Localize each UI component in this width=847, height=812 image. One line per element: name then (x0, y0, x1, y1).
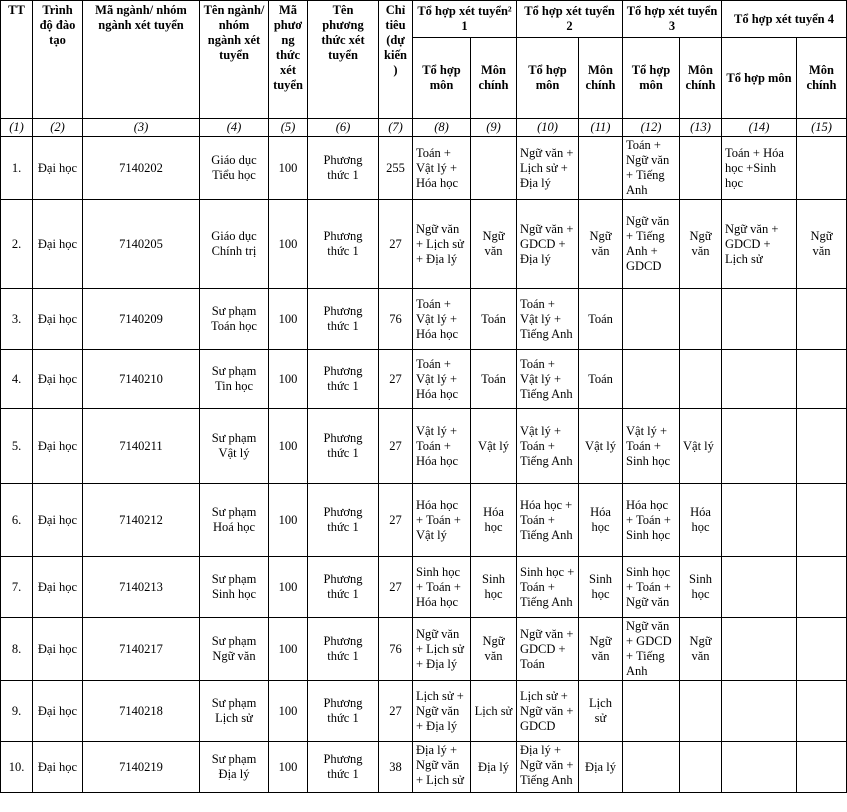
header-main-2: Môn chính (579, 38, 623, 119)
index-cell: (4) (200, 119, 269, 137)
cell-method-code: 100 (269, 289, 308, 350)
cell-tt: 7. (1, 557, 33, 618)
cell-combo-3: Toán + Ngữ văn + Tiếng Anh (623, 137, 680, 200)
cell-combo-1: Ngữ văn + Lịch sử + Địa lý (413, 618, 471, 681)
index-cell: (7) (379, 119, 413, 137)
cell-combo-3 (623, 350, 680, 409)
cell-combo-3: Ngữ văn + Tiếng Anh + GDCD (623, 200, 680, 289)
cell-tt: 10. (1, 742, 33, 793)
cell-tt: 4. (1, 350, 33, 409)
cell-main-1: Vật lý (471, 409, 517, 484)
cell-combo-2: Vật lý + Toán + Tiếng Anh (517, 409, 579, 484)
cell-code: 7140219 (83, 742, 200, 793)
table-row (1, 409, 847, 484)
cell-main-3: Ngữ văn (680, 618, 722, 681)
cell-method-name: Phương thức 1 (308, 484, 379, 557)
header-subjects-3: Tổ hợp môn (623, 38, 680, 119)
cell-main-3 (680, 137, 722, 200)
header-combo-2: Tổ hợp xét tuyển 2 (517, 1, 623, 38)
cell-main-3: Vật lý (680, 409, 722, 484)
table-row (1, 681, 847, 742)
cell-code: 7140205 (83, 200, 200, 289)
cell-name: Giáo dục Chính trị (200, 200, 269, 289)
cell-main-2: Ngữ văn (579, 618, 623, 681)
cell-code: 7140209 (83, 289, 200, 350)
table-row (1, 350, 847, 409)
cell-method-name: Phương thức 1 (308, 618, 379, 681)
header-method-name: Tên phương thức xét tuyển (308, 1, 379, 119)
header-level: Trình độ đào tạo (33, 1, 83, 119)
cell-main-1: Hóa học (471, 484, 517, 557)
cell-tt: 9. (1, 681, 33, 742)
cell-main-1 (471, 137, 517, 200)
cell-name: Sư phạm Vật lý (200, 409, 269, 484)
cell-combo-1: Hóa học + Toán + Vật lý (413, 484, 471, 557)
header-combo-3: Tổ hợp xét tuyển 3 (623, 1, 722, 38)
cell-combo-3 (623, 681, 680, 742)
cell-main-4 (797, 681, 847, 742)
cell-combo-3: Vật lý + Toán + Sinh học (623, 409, 680, 484)
cell-main-3: Hóa học (680, 484, 722, 557)
cell-combo-2: Ngữ văn + GDCD + Toán (517, 618, 579, 681)
cell-method-code: 100 (269, 350, 308, 409)
cell-main-1: Lịch sử (471, 681, 517, 742)
cell-code: 7140218 (83, 681, 200, 742)
cell-main-4 (797, 484, 847, 557)
index-cell: (3) (83, 119, 200, 137)
cell-main-3 (680, 681, 722, 742)
header-main-4: Môn chính (797, 38, 847, 119)
cell-combo-4 (722, 289, 797, 350)
cell-main-4 (797, 618, 847, 681)
index-cell: (15) (797, 119, 847, 137)
cell-combo-4 (722, 742, 797, 793)
index-cell: (10) (517, 119, 579, 137)
cell-tt: 5. (1, 409, 33, 484)
cell-main-1: Ngữ văn (471, 200, 517, 289)
cell-main-1: Ngữ văn (471, 618, 517, 681)
cell-method-name: Phương thức 1 (308, 557, 379, 618)
cell-combo-2: Toán + Vật lý + Tiếng Anh (517, 289, 579, 350)
cell-name: Sư phạm Toán học (200, 289, 269, 350)
cell-method-name: Phương thức 1 (308, 289, 379, 350)
cell-code: 7140213 (83, 557, 200, 618)
cell-quota: 27 (379, 681, 413, 742)
header-main-3: Môn chính (680, 38, 722, 119)
cell-main-3: Sinh học (680, 557, 722, 618)
cell-level: Đại học (33, 681, 83, 742)
index-cell: (9) (471, 119, 517, 137)
table-row (1, 742, 847, 793)
cell-main-3 (680, 350, 722, 409)
cell-tt: 8. (1, 618, 33, 681)
cell-method-code: 100 (269, 742, 308, 793)
cell-combo-2: Lịch sử + Ngữ văn + GDCD (517, 681, 579, 742)
cell-combo-2: Ngữ văn + Lịch sử + Địa lý (517, 137, 579, 200)
cell-main-2: Địa lý (579, 742, 623, 793)
cell-combo-4 (722, 557, 797, 618)
cell-combo-4: Ngữ văn + GDCD + Lịch sử (722, 200, 797, 289)
header-combo-4: Tổ hợp xét tuyển 4 (722, 1, 847, 38)
header-combo-1: Tổ hợp xét tuyển² 1 (413, 1, 517, 38)
cell-combo-1: Vật lý + Toán + Hóa học (413, 409, 471, 484)
cell-quota: 27 (379, 200, 413, 289)
index-cell: (1) (1, 119, 33, 137)
index-cell: (14) (722, 119, 797, 137)
cell-combo-1: Toán + Vật lý + Hóa học (413, 350, 471, 409)
cell-level: Đại học (33, 557, 83, 618)
cell-method-code: 100 (269, 681, 308, 742)
table-row (1, 200, 847, 289)
cell-combo-2: Địa lý + Ngữ văn + Tiếng Anh (517, 742, 579, 793)
header-code: Mã ngành/ nhóm ngành xét tuyển (83, 1, 200, 119)
cell-combo-1: Toán + Vật lý + Hóa học (413, 137, 471, 200)
cell-method-name: Phương thức 1 (308, 742, 379, 793)
cell-code: 7140202 (83, 137, 200, 200)
cell-main-2: Vật lý (579, 409, 623, 484)
cell-name: Sư phạm Địa lý (200, 742, 269, 793)
cell-method-code: 100 (269, 409, 308, 484)
cell-combo-4 (722, 350, 797, 409)
column-index-row (1, 119, 847, 137)
cell-combo-4 (722, 618, 797, 681)
cell-code: 7140211 (83, 409, 200, 484)
table-row (1, 137, 847, 200)
cell-combo-3: Hóa học + Toán + Sinh học (623, 484, 680, 557)
header-quota: Chỉ tiêu (dự kiến) (379, 1, 413, 119)
cell-combo-2: Ngữ văn + GDCD + Địa lý (517, 200, 579, 289)
cell-tt: 3. (1, 289, 33, 350)
cell-quota: 27 (379, 350, 413, 409)
cell-name: Sư phạm Tin học (200, 350, 269, 409)
cell-main-2: Toán (579, 350, 623, 409)
index-cell: (5) (269, 119, 308, 137)
cell-main-1: Địa lý (471, 742, 517, 793)
cell-main-2: Hóa học (579, 484, 623, 557)
cell-quota: 27 (379, 484, 413, 557)
cell-main-2: Sinh học (579, 557, 623, 618)
cell-quota: 27 (379, 557, 413, 618)
header-method-code: Mã phương thức xét tuyển (269, 1, 308, 119)
cell-quota: 76 (379, 289, 413, 350)
cell-tt: 6. (1, 484, 33, 557)
cell-level: Đại học (33, 484, 83, 557)
cell-main-4: Ngữ văn (797, 200, 847, 289)
cell-code: 7140212 (83, 484, 200, 557)
cell-combo-1: Địa lý + Ngữ văn + Lịch sử (413, 742, 471, 793)
cell-method-code: 100 (269, 200, 308, 289)
cell-name: Sư phạm Sinh học (200, 557, 269, 618)
cell-main-4 (797, 742, 847, 793)
cell-level: Đại học (33, 409, 83, 484)
cell-combo-3: Sinh học + Toán + Ngữ văn (623, 557, 680, 618)
cell-main-1: Toán (471, 289, 517, 350)
cell-method-code: 100 (269, 484, 308, 557)
header-tt: TT (1, 1, 33, 119)
cell-method-code: 100 (269, 137, 308, 200)
cell-main-4 (797, 557, 847, 618)
cell-main-4 (797, 409, 847, 484)
cell-level: Đại học (33, 289, 83, 350)
cell-level: Đại học (33, 618, 83, 681)
cell-combo-1: Sinh học + Toán + Hóa học (413, 557, 471, 618)
index-cell: (11) (579, 119, 623, 137)
cell-combo-1: Ngữ văn + Lịch sử + Địa lý (413, 200, 471, 289)
index-cell: (2) (33, 119, 83, 137)
cell-combo-4 (722, 681, 797, 742)
cell-level: Đại học (33, 350, 83, 409)
index-cell: (13) (680, 119, 722, 137)
table-row (1, 618, 847, 681)
cell-main-1: Sinh học (471, 557, 517, 618)
cell-main-3 (680, 289, 722, 350)
cell-main-4 (797, 137, 847, 200)
header-subjects-2: Tổ hợp môn (517, 38, 579, 119)
cell-code: 7140217 (83, 618, 200, 681)
cell-level: Đại học (33, 200, 83, 289)
cell-name: Sư phạm Lịch sử (200, 681, 269, 742)
cell-combo-4 (722, 409, 797, 484)
header-subjects-4: Tổ hợp môn (722, 38, 797, 119)
cell-combo-2: Toán + Vật lý + Tiếng Anh (517, 350, 579, 409)
cell-name: Sư phạm Ngữ văn (200, 618, 269, 681)
cell-main-2 (579, 137, 623, 200)
cell-combo-1: Toán + Vật lý + Hóa học (413, 289, 471, 350)
cell-name: Sư phạm Hoá học (200, 484, 269, 557)
table-row (1, 289, 847, 350)
table-row (1, 557, 847, 618)
cell-main-3: Ngữ văn (680, 200, 722, 289)
cell-method-name: Phương thức 1 (308, 409, 379, 484)
cell-tt: 2. (1, 200, 33, 289)
cell-name: Giáo dục Tiểu học (200, 137, 269, 200)
cell-quota: 76 (379, 618, 413, 681)
cell-main-2: Toán (579, 289, 623, 350)
cell-tt: 1. (1, 137, 33, 200)
header-subjects-1: Tổ hợp môn (413, 38, 471, 119)
cell-main-2: Lịch sử (579, 681, 623, 742)
cell-main-2: Ngữ văn (579, 200, 623, 289)
header-main-1: Môn chính (471, 38, 517, 119)
cell-code: 7140210 (83, 350, 200, 409)
cell-method-name: Phương thức 1 (308, 137, 379, 200)
index-cell: (6) (308, 119, 379, 137)
cell-combo-3 (623, 742, 680, 793)
cell-combo-4 (722, 484, 797, 557)
index-cell: (8) (413, 119, 471, 137)
index-cell: (12) (623, 119, 680, 137)
cell-quota: 255 (379, 137, 413, 200)
cell-method-name: Phương thức 1 (308, 681, 379, 742)
cell-quota: 38 (379, 742, 413, 793)
cell-combo-2: Hóa học + Toán + Tiếng Anh (517, 484, 579, 557)
cell-combo-2: Sinh học + Toán + Tiếng Anh (517, 557, 579, 618)
cell-main-4 (797, 289, 847, 350)
cell-method-code: 100 (269, 557, 308, 618)
header-name: Tên ngành/ nhóm ngành xét tuyển (200, 1, 269, 119)
cell-quota: 27 (379, 409, 413, 484)
cell-combo-4: Toán + Hóa học +Sinh học (722, 137, 797, 200)
cell-method-name: Phương thức 1 (308, 350, 379, 409)
cell-method-name: Phương thức 1 (308, 200, 379, 289)
table-row (1, 484, 847, 557)
cell-combo-3 (623, 289, 680, 350)
cell-combo-3: Ngữ văn + GDCD + Tiếng Anh (623, 618, 680, 681)
cell-method-code: 100 (269, 618, 308, 681)
cell-combo-1: Lịch sử + Ngữ văn + Địa lý (413, 681, 471, 742)
cell-main-3 (680, 742, 722, 793)
cell-level: Đại học (33, 742, 83, 793)
cell-main-4 (797, 350, 847, 409)
cell-level: Đại học (33, 137, 83, 200)
cell-main-1: Toán (471, 350, 517, 409)
